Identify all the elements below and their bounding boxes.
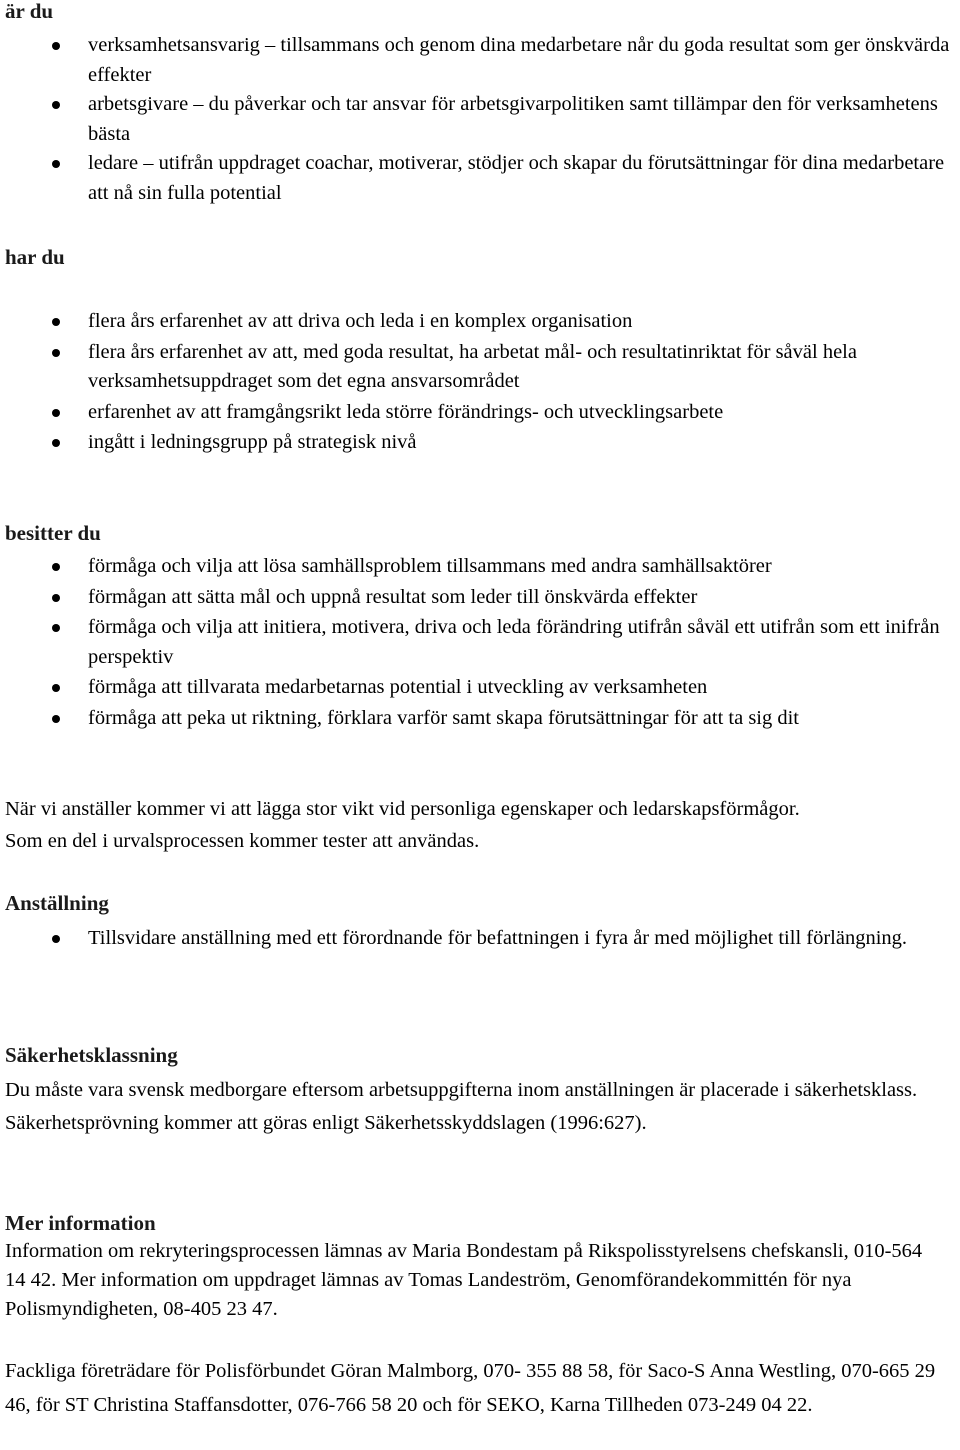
section-heading-mer-information: Mer information xyxy=(5,1211,156,1235)
section-heading-anstallning: Anställning xyxy=(5,891,109,915)
list-item: erfarenhet av att framgångsrikt leda större förändrings- och utvecklingsarbete xyxy=(0,398,950,428)
list-besitter-du xyxy=(0,552,950,733)
sakerhet-text: Du måste vara svensk medborgare eftersom arbetsuppgifterna inom anställningen är placerade i säkerhetsklass. Säkerhetsprövning kommer att göras enligt Säkerhetsskyddslagen (1996:627). xyxy=(5,1079,918,1134)
list-item: Tillsvidare anställning med ett förordnande för befattningen i fyra år med möjlighet till förlängning. xyxy=(0,924,950,954)
fackliga-text: Fackliga företrädare för Polisförbundet Göran Malmborg, 070- 355 88 58, för Saco-S Anna Westling, 070-665 29 46, för ST Christina Staffansdotter, 076-766 58 20 och för SEKO, Karna Tillheden 073-249 04 22. xyxy=(5,1360,936,1416)
section-heading-ar-du: är du xyxy=(5,0,54,23)
list-har-du xyxy=(0,307,950,458)
mer-information-text: Information om rekryteringsprocessen lämnas av Maria Bondestam på Rikspolisstyrelsens chefskansli, 010-564 14 42. Mer information om uppdraget lämnas av Tomas Landeström, Genomförandekommittén för nya Polismyndigheten, 08-405 23 47. xyxy=(5,1240,923,1320)
section-heading-har-du: har du xyxy=(5,245,65,269)
section-heading-sakerhetsklassning: Säkerhetsklassning xyxy=(5,1043,178,1067)
list-item: ledare – utifrån uppdraget coachar, motiverar, stödjer och skapar du förutsättningar för dina medarbetare att nå sin fulla potential xyxy=(0,149,960,208)
list-ar-du xyxy=(0,31,960,208)
list-item: ingått i ledningsgrupp på strategisk nivå xyxy=(0,428,950,458)
list-item: förmåga och vilja att lösa samhällsproblem tillsammans med andra samhällsaktörer xyxy=(0,552,950,582)
list-anstallning xyxy=(0,924,950,954)
list-item: verksamhetsansvarig – tillsammans och genom dina medarbetare når du goda resultat som ger önskvärda effekter xyxy=(0,31,960,90)
recruitment-note: När vi anställer kommer vi att lägga stor vikt vid personliga egenskaper och ledarskapsförmågor. Som en del i urvalsprocessen kommer tester att användas. xyxy=(5,798,800,852)
list-item: förmågan att sätta mål och uppnå resultat som leder till önskvärda effekter xyxy=(0,583,950,613)
list-item: arbetsgivare – du påverkar och tar ansvar för arbetsgivarpolitiken samt tillämpar den för verksamhetens bästa xyxy=(0,90,960,149)
section-heading-besitter-du: besitter du xyxy=(5,521,101,545)
list-item: förmåga att peka ut riktning, förklara varför samt skapa förutsättningar för att ta sig dit xyxy=(0,704,950,734)
list-item: förmåga att tillvarata medarbetarnas potential i utveckling av verksamheten xyxy=(0,673,950,703)
list-item: flera års erfarenhet av att, med goda resultat, ha arbetat mål- och resultatinriktat för såväl hela verksamhetsuppdraget som det egna ansvarsområdet xyxy=(0,338,950,397)
list-item: flera års erfarenhet av att driva och leda i en komplex organisation xyxy=(0,307,950,337)
list-item: förmåga och vilja att initiera, motivera, driva och leda förändring utifrån såväl ett utifrån som ett inifrån perspektiv xyxy=(0,613,950,672)
